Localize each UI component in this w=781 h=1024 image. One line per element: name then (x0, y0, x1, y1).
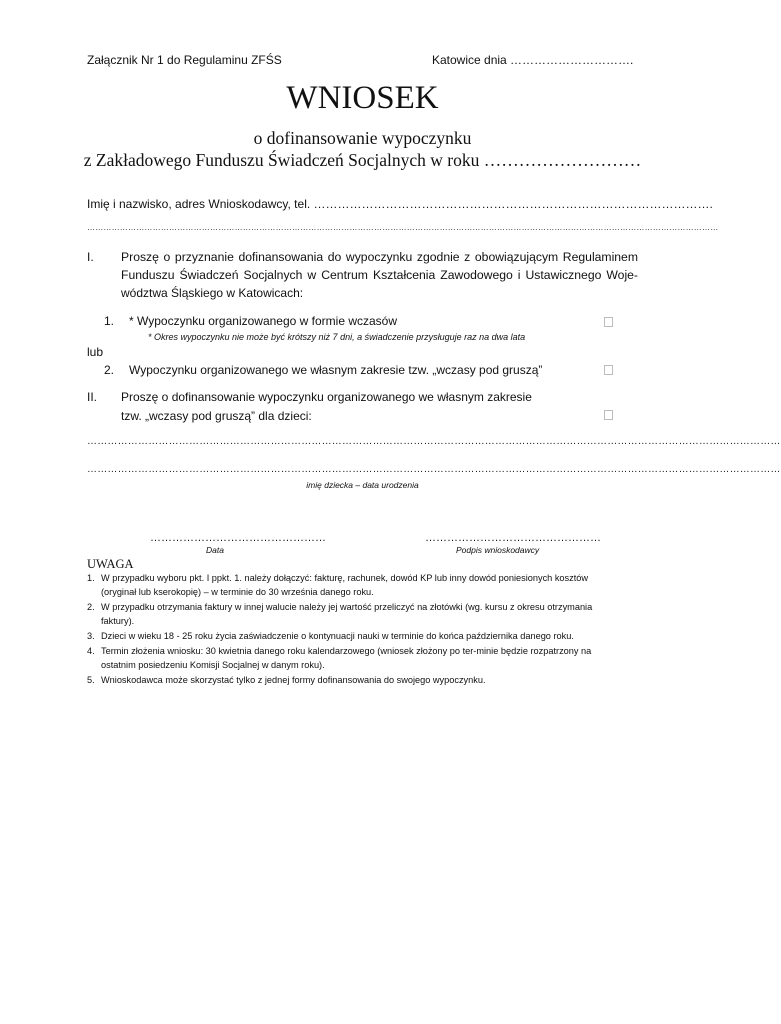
or-label: lub (87, 345, 104, 359)
note-text: Wnioskodawca może skorzystać tylko z jednej formy dofinansowania do swojego wypoczynku. (101, 675, 486, 685)
note-text: Dzieci w wieku 18 - 25 roku życia zaświadczenie o kontynuacji nauki w terminie do końca października danego roku. (101, 631, 574, 641)
note-item (87, 601, 627, 629)
option-2-number: 2. (104, 363, 115, 377)
section-ii-numeral: II. (87, 390, 98, 404)
option-2-checkbox[interactable] (604, 365, 613, 375)
date-label: Data (206, 545, 224, 555)
section-i-numeral: I. (87, 250, 94, 264)
date-dots[interactable]: ………………………………………… (150, 532, 326, 544)
subtitle-line-2: z Zakładowego Funduszu Świadczeń Socjalnych w roku ……………………… (83, 150, 642, 170)
note-number: 4. (87, 646, 95, 656)
section-ii-text-line-2: tzw. „wczasy pod gruszą” dla dzieci: (121, 409, 312, 423)
note-number: 3. (87, 631, 95, 641)
subtitle-line-1: o dofinansowanie wypoczynku (253, 128, 472, 148)
note-text: W przypadku wyboru pkt. I ppkt. 1. należy dołączyć: fakturę, rachunek, dowód KP lub inny dowód poniesionych kosztów (oryginał lub kserokopię) – w terminie do 30 września danego roku. (101, 573, 589, 597)
children-field-2[interactable]: …………………………………………………………………………………………………………………………………………………………………………………… (87, 464, 781, 475)
notes-heading: UWAGA (87, 557, 134, 571)
children-caption: imię dziecka – data urodzenia (306, 480, 419, 490)
note-number: 1. (87, 573, 95, 583)
applicant-field[interactable]: Imię i nazwisko, adres Wnioskodawcy, tel. ………………………………………………………………………………………. (87, 197, 713, 211)
option-2-label: Wypoczynku organizowanego we własnym zakresie tzw. „wczasy pod gruszą” (129, 363, 543, 377)
signature-dots[interactable]: ………………………………………… (425, 532, 601, 544)
note-item (87, 674, 627, 688)
note-item (87, 645, 627, 673)
date-place-field: Katowice dnia …………………………. (432, 53, 634, 67)
note-text: Termin złożenia wniosku: 30 kwietnia danego roku kalendarzowego (wniosek złożony po ter-minie będzie rozpatrzony na ostatnim posiedzeniu Komisji Socjalnej w danym roku). (101, 646, 592, 670)
section-ii-text-line-1: Proszę o dofinansowanie wypoczynku organizowanego we własnym zakresie (121, 390, 532, 404)
note-item (87, 630, 627, 644)
signature-label: Podpis wnioskodawcy (456, 545, 540, 555)
section-ii-checkbox[interactable] (604, 410, 613, 420)
option-1-number: 1. (104, 314, 115, 328)
option-1-note: * Okres wypoczynku nie może być krótszy niż 7 dni, a świadczenie przysługuje raz na dwa lata (148, 332, 526, 342)
children-field-1[interactable]: …………………………………………………………………………………………………………………………………………………………………………………… (87, 436, 781, 447)
note-number: 2. (87, 602, 95, 612)
attachment-label: Załącznik Nr 1 do Regulaminu ZFŚS (87, 53, 282, 67)
section-i-text-line-2: Funduszu Świadczeń Socjalnych w Centrum Kształcenia Zawodowego i Ustawicznego Woje- (121, 268, 638, 282)
note-item (87, 572, 627, 600)
page-title: WNIOSEK (286, 80, 439, 116)
section-i-text-line-1: Proszę o przyznanie dofinansowania do wypoczynku zgodnie z obowiązującym Regulaminem (121, 250, 638, 264)
note-number: 5. (87, 675, 95, 685)
option-1-checkbox[interactable] (604, 317, 613, 327)
section-i-text-line-3: wództwa Śląskiego w Katowicach: (121, 286, 304, 300)
note-text: W przypadku otrzymania faktury w innej walucie należy jej wartość przeliczyć na złotówki (wg. kursu z okresu otrzymania faktury). (101, 602, 593, 626)
option-1-label: * Wypoczynku organizowanego w formie wczasów (129, 314, 398, 328)
applicant-field-continuation[interactable]: …………………………………………………………………………………………………………………………………………………………………………………………………………… (87, 223, 719, 232)
